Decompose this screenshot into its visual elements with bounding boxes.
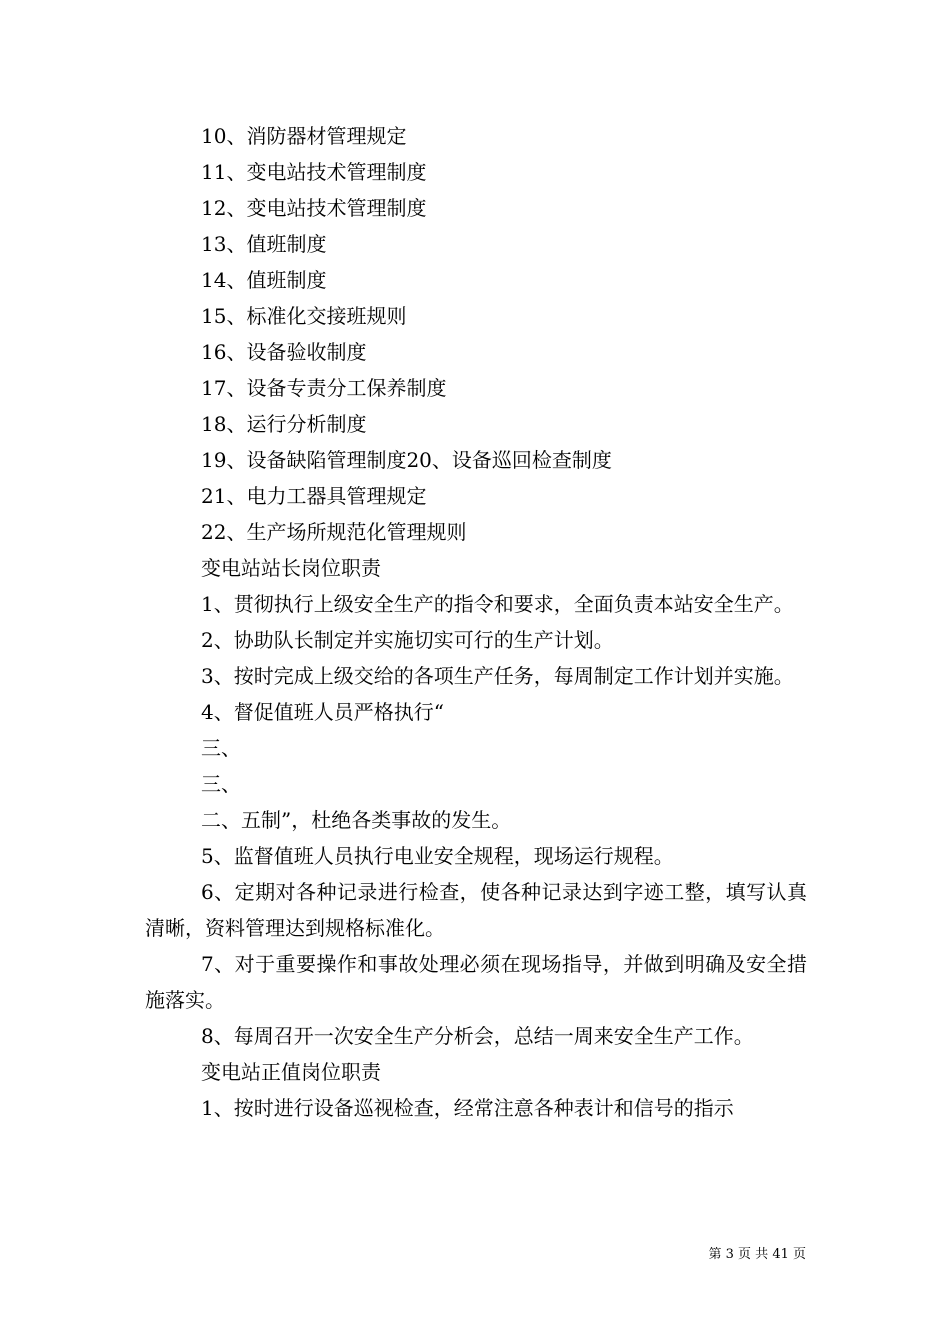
duty-paragraph-6: 6、定期对各种记录进行检查，使各种记录达到字迹工整，填写认真清晰，资料管理达到规格标准化。 <box>145 880 807 940</box>
duty-paragraph-3: 3、按时完成上级交给的各项生产任务，每周制定工作计划并实施。 <box>201 664 794 688</box>
duty-paragraph-5: 5、监督值班人员执行电业安全规程，现场运行规程。 <box>201 844 674 868</box>
list-item: 17、设备专责分工保养制度 <box>201 376 447 400</box>
list-item: 19、设备缺陷管理制度20、设备巡回检查制度 <box>201 448 612 472</box>
duty-paragraph-1: 1、贯彻执行上级安全生产的指令和要求，全面负责本站安全生产。 <box>201 592 794 616</box>
list-item: 10、消防器材管理规定 <box>201 124 407 148</box>
list-item: 21、电力工器具管理规定 <box>201 484 427 508</box>
section-title-station-master: 变电站站长岗位职责 <box>201 556 381 580</box>
list-item: 15、标准化交接班规则 <box>201 304 407 328</box>
duty-paragraph-4-fragment-b: 三、 <box>201 772 241 796</box>
duty-paragraph-4: 4、督促值班人员严格执行“ <box>201 700 444 724</box>
duty-paragraph-2: 2、协助队长制定并实施切实可行的生产计划。 <box>201 628 614 652</box>
duty-paragraph-7: 7、对于重要操作和事故处理必须在现场指导，并做到明确及安全措施落实。 <box>145 952 807 1012</box>
document-body <box>145 118 813 1126</box>
list-item: 16、设备验收制度 <box>201 340 367 364</box>
page-number-footer: 第 3 页 共 41 页 <box>708 1247 806 1262</box>
list-item: 13、值班制度 <box>201 232 327 256</box>
list-item: 18、运行分析制度 <box>201 412 367 436</box>
duty-paragraph-8: 8、每周召开一次安全生产分析会，总结一周来安全生产工作。 <box>201 1024 754 1048</box>
list-item: 22、生产场所规范化管理规则 <box>201 520 467 544</box>
duty-officer-paragraph-1: 1、按时进行设备巡视检查，经常注意各种表计和信号的指示 <box>201 1096 734 1120</box>
list-item: 14、值班制度 <box>201 268 327 292</box>
section-title-duty-officer: 变电站正值岗位职责 <box>201 1060 381 1084</box>
duty-paragraph-4-fragment-a: 三、 <box>201 736 241 760</box>
list-item: 11、变电站技术管理制度 <box>201 160 427 184</box>
list-item: 12、变电站技术管理制度 <box>201 196 427 220</box>
duty-paragraph-4-fragment-c: 二、五制”，杜绝各类事故的发生。 <box>201 808 512 832</box>
